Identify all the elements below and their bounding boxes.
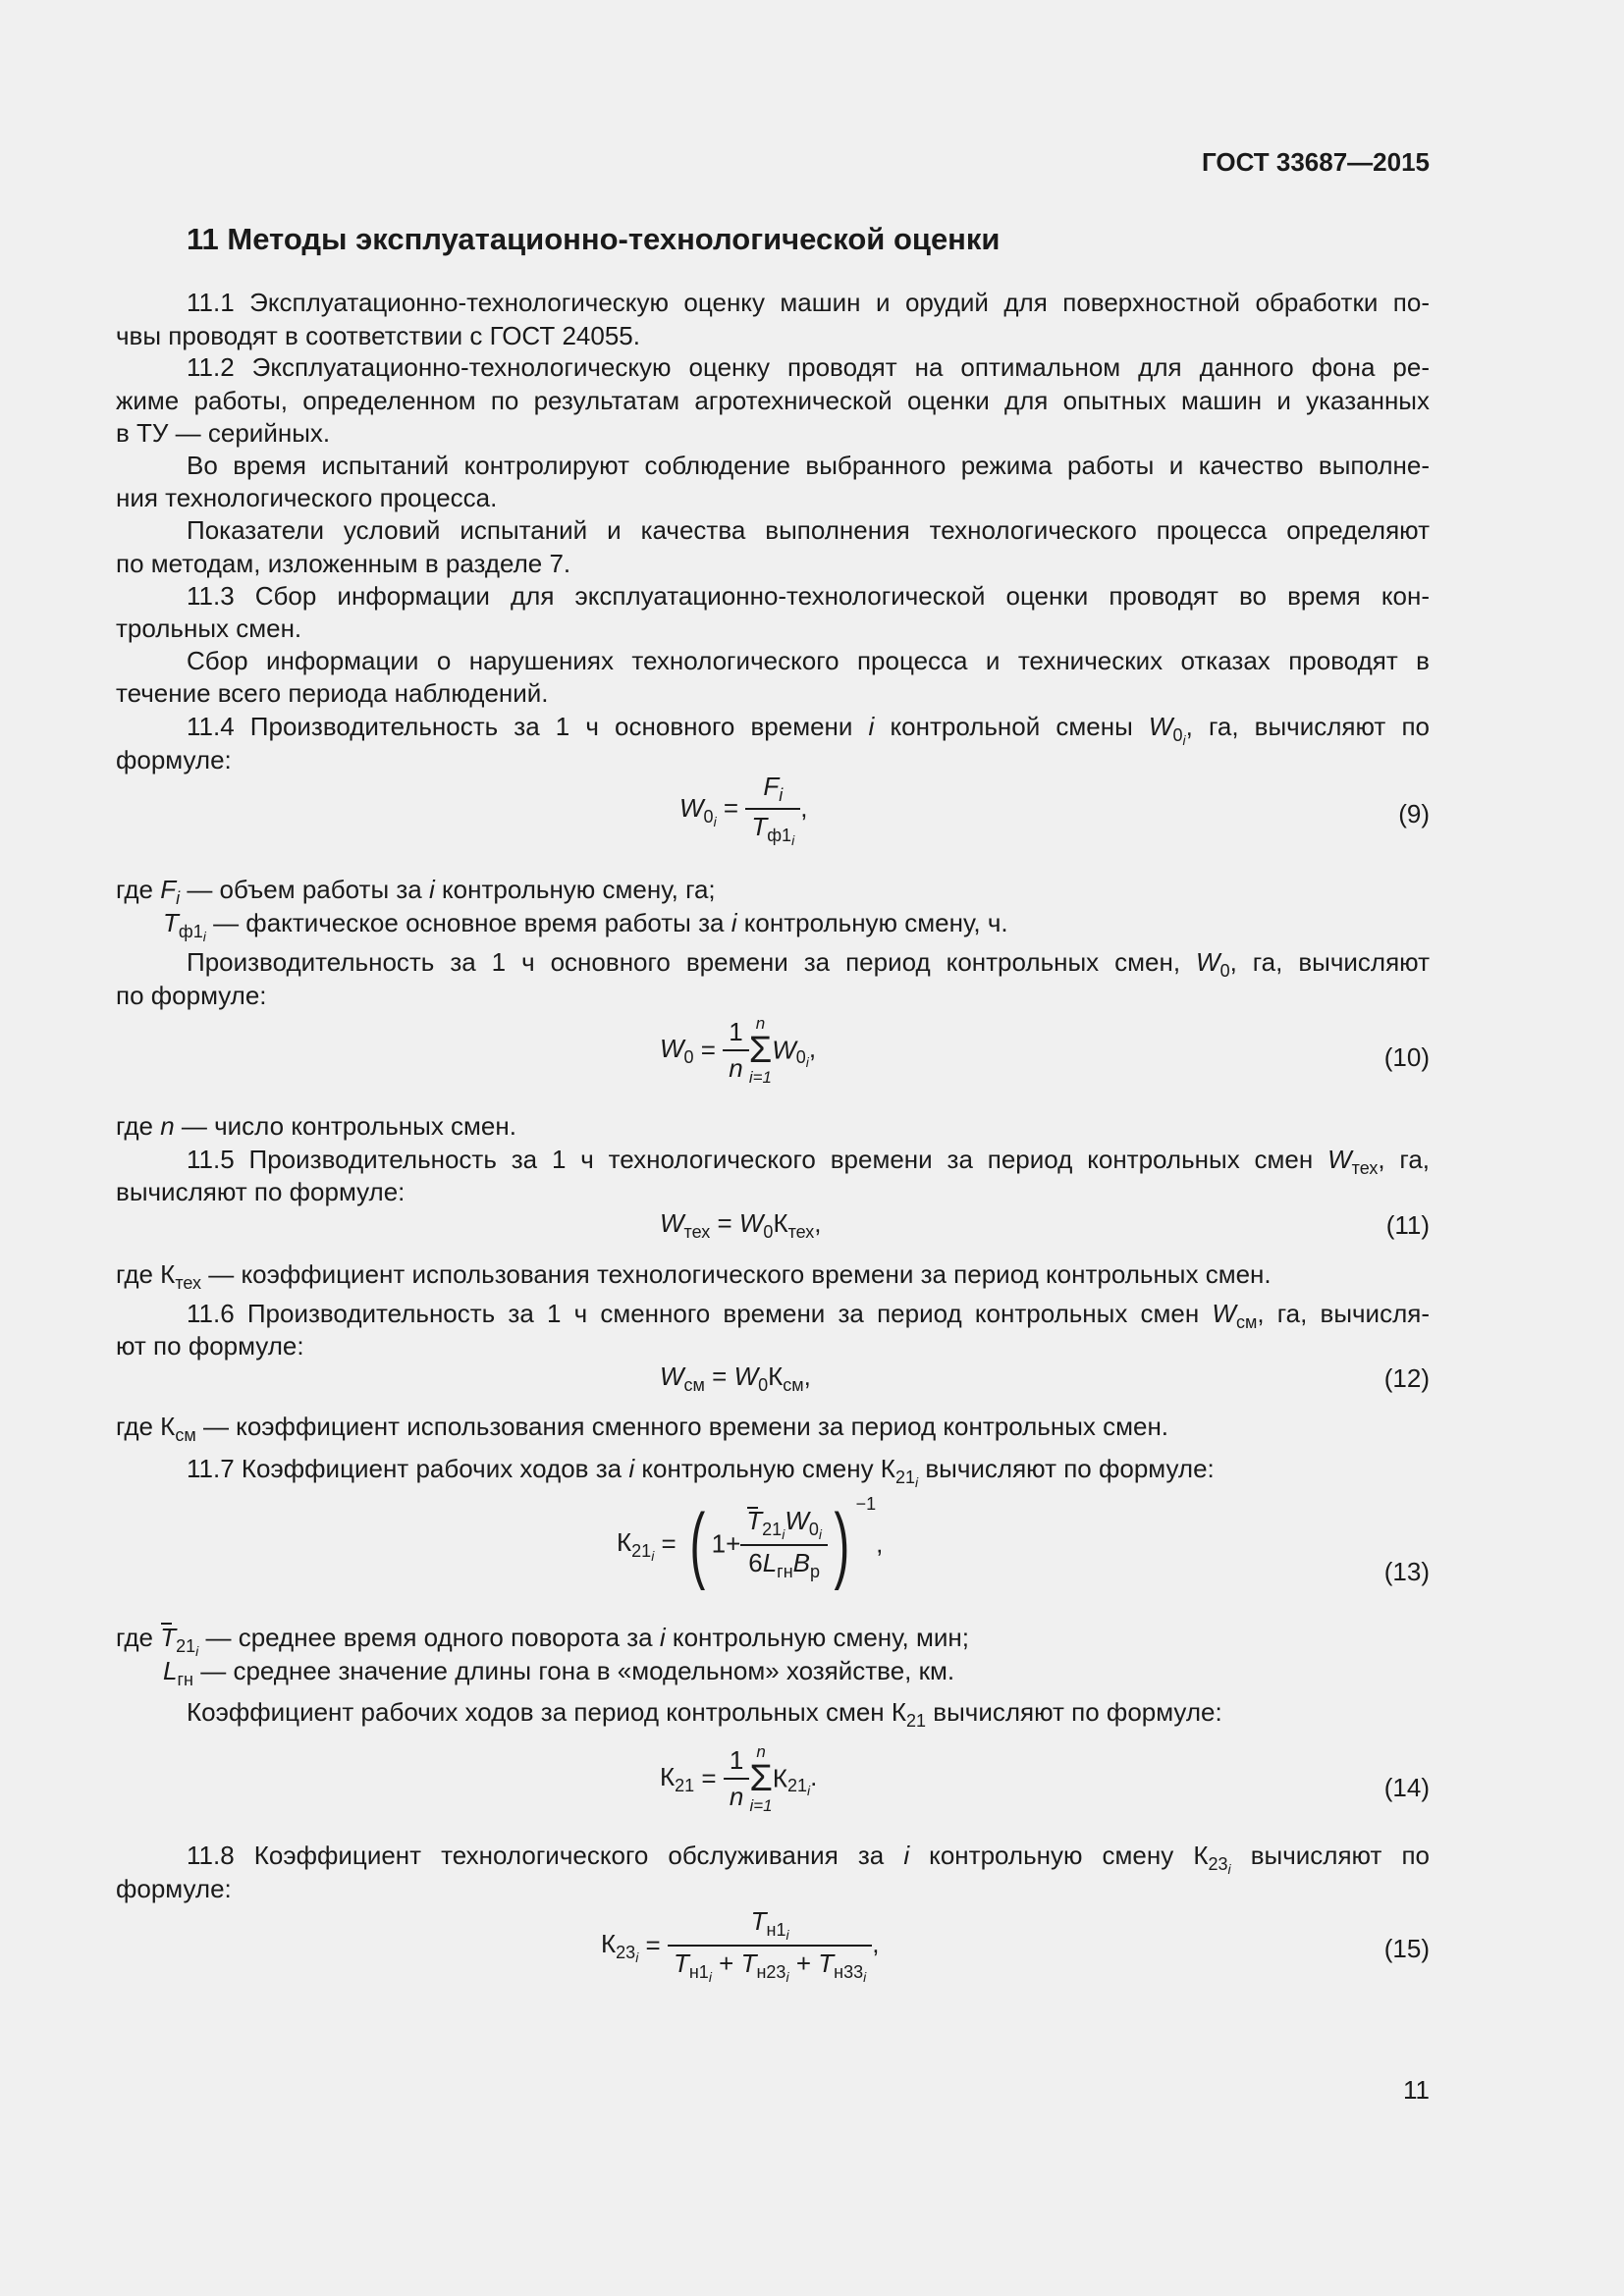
where-line: $L_{гн}$ — среднее значение длины гона в «модельном» хозяйстве, км. <box>163 1656 955 1689</box>
where-line: где $T_{21_i}$ — среднее время одного поворота за i контрольную смену, мин; <box>116 1623 969 1659</box>
equation-number: (13) <box>1383 1557 1430 1586</box>
text-line: 11.5 Производительность за 1 ч технологического времени за период контрольных смен $W_{тех}$, га, <box>187 1145 1430 1178</box>
sum-symbol: n Σ i=1 <box>748 1014 773 1087</box>
where-line: где n — число контрольных смен. <box>116 1111 516 1141</box>
text-line: 11.6 Производительность за 1 ч сменного времени за период контрольных смен $W_{см}$, га, вычисля- <box>187 1299 1430 1332</box>
formula-12: $W_{см} = W_0К_{см}$, <box>660 1362 811 1395</box>
equation-number: (11) <box>1385 1210 1430 1240</box>
equation-number: (9) <box>1398 799 1430 828</box>
text-line: Коэффициент рабочих ходов за период контрольных смен $К_{21}$ вычисляют по формуле: <box>187 1697 1222 1731</box>
where-line: $T_{ф1_i}$ — фактическое основное время работы за i контрольную смену, ч. <box>163 908 1008 944</box>
text-line: трольных смен. <box>116 614 302 643</box>
section-title: 11 Методы эксплуатационно-технологической оценки <box>187 222 1001 256</box>
formula-9: $W_{0_i}$ = $\frac{F_i}{T_{ф1_i}}$ , <box>679 772 808 848</box>
equation-number: (12) <box>1383 1363 1430 1393</box>
text-line: ют по формуле: <box>116 1331 304 1361</box>
where-line: где $F_i$ — объем работы за i контрольную смену, га; <box>116 875 716 908</box>
text-line: жиме работы, определенном по результатам агротехнической оценки для опытных машин и указанных <box>116 386 1430 415</box>
text-line: Показатели условий испытаний и качества выполнения технологического процесса определяют <box>187 515 1430 545</box>
text-line: по формуле: <box>116 981 267 1010</box>
text-line: 11.1 Эксплуатационно-технологическую оценку машин и орудий для поверхностной обработки по- <box>187 288 1430 317</box>
text-line: 11.8 Коэффициент технологического обслуживания за i контрольную смену $К_{23_i}$ вычисляют по <box>187 1841 1430 1877</box>
text-line: течение всего периода наблюдений. <box>116 678 549 708</box>
where-line: где $К_{тех}$ — коэффициент использования технологического времени за период контрольных смен. <box>116 1259 1272 1293</box>
text-line: 11.7 Коэффициент рабочих ходов за i контрольную смену $К_{21_i}$ вычисляют по формуле: <box>187 1454 1215 1490</box>
formula-15: $К_{23_i}$ = $\frac{T_{н1_i}}{T_{н1_i} + T_{н23_i} + T_{н33_i}}$ , <box>601 1906 880 1985</box>
text-line: вычисляют по формуле: <box>116 1177 406 1206</box>
text-line: Во время испытаний контролируют соблюдение выбранного режима работы и качество выполне- <box>187 451 1430 480</box>
formula-14: $К_{21}$ = $\frac{1}{n}$ n Σ i=1 $К_{21_i}$. <box>660 1742 818 1815</box>
text-line: по методам, изложенным в разделе 7. <box>116 549 571 578</box>
text-line: 11.4 Производительность за 1 ч основного времени i контрольной смены $W_{0_i}$, га, вычисляют по <box>187 712 1431 748</box>
equation-number: (14) <box>1383 1773 1430 1802</box>
sum-symbol: n Σ i=1 <box>749 1742 773 1815</box>
equation-number: (10) <box>1383 1042 1430 1072</box>
page-number: 11 <box>1403 2075 1430 2105</box>
standard-number: ГОСТ 33687—2015 <box>1202 147 1430 177</box>
text-line: 11.2 Эксплуатационно-технологическую оценку проводят на оптимальном для данного фона ре- <box>187 352 1430 382</box>
text-line: Производительность за 1 ч основного времени за период контрольных смен, $W_0$, га, вычисляют <box>187 947 1430 981</box>
text-line: ния технологического процесса. <box>116 483 498 512</box>
formula-13: $К_{21_i}$ = ( 1+ $\frac{T_{21_i}W_{0_i}}{6L_{гн}B_р}$ ) $^{-1}$, <box>617 1494 884 1591</box>
text-line: в ТУ — серийных. <box>116 418 331 448</box>
text-line: чвы проводят в соответствии с ГОСТ 24055. <box>116 321 640 350</box>
formula-10: $W_0$ = $\frac{1}{n}$ n Σ i=1 $W_{0_i}$, <box>660 1014 817 1087</box>
text-line: формуле: <box>116 745 232 774</box>
text-line: 11.3 Сбор информации для эксплуатационно-технологической оценки проводят во время кон- <box>187 581 1430 611</box>
formula-11: $W_{тех} = W_0К_{тех}$, <box>660 1208 822 1242</box>
text-line: Сбор информации о нарушениях технологического процесса и технических отказах проводят в <box>187 646 1430 675</box>
where-line: где $К_{см}$ — коэффициент использования сменного времени за период контрольных смен. <box>116 1412 1169 1445</box>
equation-number: (15) <box>1383 1934 1430 1963</box>
text-line: формуле: <box>116 1874 232 1903</box>
